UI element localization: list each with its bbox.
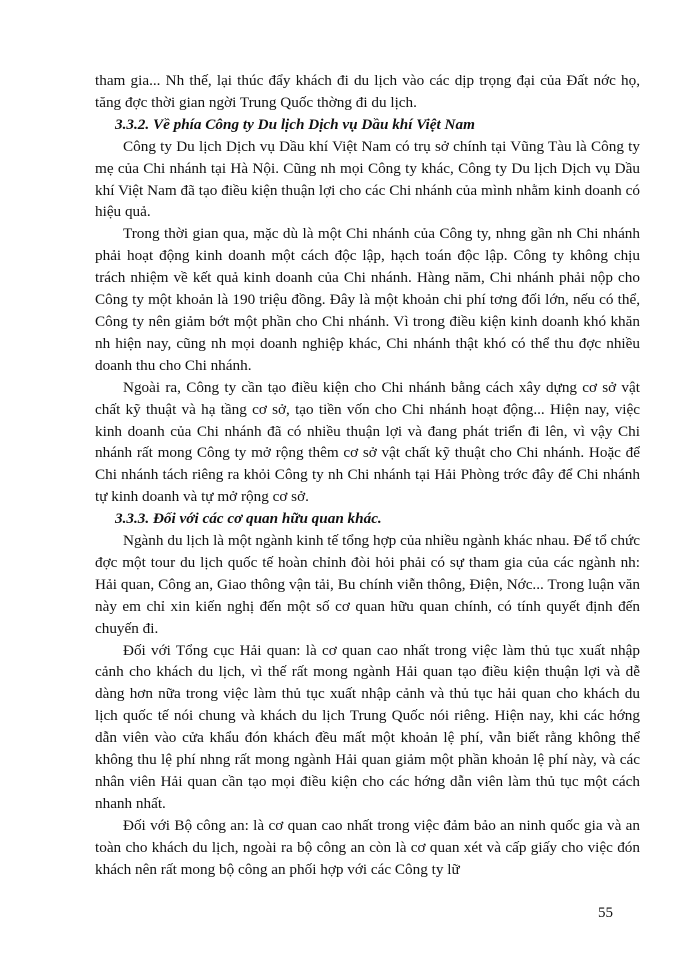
- document-page: [95, 70, 640, 881]
- paragraph-4: Ngoài ra, Công ty cần tạo điều kiện cho Chi nhánh bằng cách xây dựng cơ sở vật chất kỹ thuật và hạ tầng cơ sở, tạo tiền vốn cho Chi nhánh hoạt động... Hiện nay, việc kinh doanh của Chi nhánh đã có nhiều thuận lợi và đang phát triển đi lên, vì vậy Chi nhánh rất mong Công ty mở rộng thêm cơ sở vật chất kỹ thuật cho Chi nhánh. Hoặc để Chi nhánh tách riêng ra khỏi Công ty nh Chi nhánh tại Hải Phòng trớc đây để Chi nhánh tự kinh doanh và tự mở rộng cơ sở.: [95, 378, 640, 506]
- paragraph-7: Đối với Bộ công an: là cơ quan cao nhất trong việc đảm bảo an ninh quốc gia và an toàn cho khách du lịch, ngoài ra bộ công an còn là cơ quan xét và cấp giấy cho việc đón khách nên rất mong bộ công an phối hợp với các Công ty lữ: [95, 816, 640, 878]
- section-heading-3-3-2: 3.3.2. Về phía Công ty Du lịch Dịch vụ Dầu khí Việt Nam: [115, 115, 475, 133]
- paragraph-3: Trong thời gian qua, mặc dù là một Chi nhánh của Công ty, nhng gần nh Chi nhánh phải hoạt động kinh doanh một cách độc lập, hạch toán độc lập. Công ty không chịu trách nhiệm về kết quả kinh doanh của Chi nhánh. Hàng năm, Chi nhánh phải nộp cho Công ty một khoản là 190 triệu đồng. Đây là một khoản chi phí tơng đối lớn, nếu có thể, Công ty nên giảm bớt một phần cho Chi nhánh. Vì trong điều kiện kinh doanh khó khăn nh hiện nay, cũng nh mọi doanh nghiệp khác, Chi nhánh thật khó có thể thu đợc nhiều doanh thu cho Chi nhánh.: [95, 225, 640, 374]
- paragraph-2: Công ty Du lịch Dịch vụ Dầu khí Việt Nam có trụ sở chính tại Vũng Tàu là Công ty mẹ của Chi nhánh tại Hà Nội. Cũng nh mọi Công ty khác, Công ty Du lịch Dịch vụ Dầu khí Việt Nam đã tạo điều kiện thuận lợi cho các Chi nhánh của mình nhằm kinh doanh có hiệu quả.: [95, 137, 640, 221]
- paragraph-5: Ngành du lịch là một ngành kinh tế tổng hợp của nhiều ngành khác nhau. Để tổ chức đợc một tour du lịch quốc tế hoàn chỉnh đòi hỏi phải có sự tham gia của các ngành nh: Hải quan, Công an, Giao thông vận tải, Bu chính viễn thông, Điện, Nớc... Trong luận văn này em chỉ xin kiến nghị đến một số cơ quan hữu quan chính, có tính quyết định đến chuyến đi.: [95, 532, 640, 637]
- paragraph-1: tham gia... Nh thế, lại thúc đẩy khách đi du lịch vào các dịp trọng đại của Đất nớc họ, tăng đợc thời gian ngời Trung Quốc thờng đi du lịch.: [95, 72, 640, 111]
- paragraph-6: Đối với Tổng cục Hải quan: là cơ quan cao nhất trong việc làm thủ tục xuất nhập cảnh cho khách du lịch, vì thế rất mong ngành Hải quan tạo điều kiện thuận lợi và dễ dàng hơn nữa trong việc làm thủ tục xuất nhập cảnh và thủ tục hải quan cho khách du lịch quốc tế nói chung và khách du lịch Trung Quốc nói riêng. Hiện nay, khi các hớng dẫn viên vào cửa khẩu đón khách đều mất một khoản lệ phí, vẫn biết rằng không thể không thu lệ phí nhng rất mong ngành Hải quan giảm một phần khoản lệ phí này, và các nhân viên Hải quan cần tạo mọi điều kiện cho các hớng dẫn viên làm thủ tục một cách nhanh nhất.: [95, 641, 640, 812]
- page-number: 55: [598, 905, 613, 921]
- section-heading-3-3-3: 3.3.3. Đối với các cơ quan hữu quan khác.: [115, 510, 382, 528]
